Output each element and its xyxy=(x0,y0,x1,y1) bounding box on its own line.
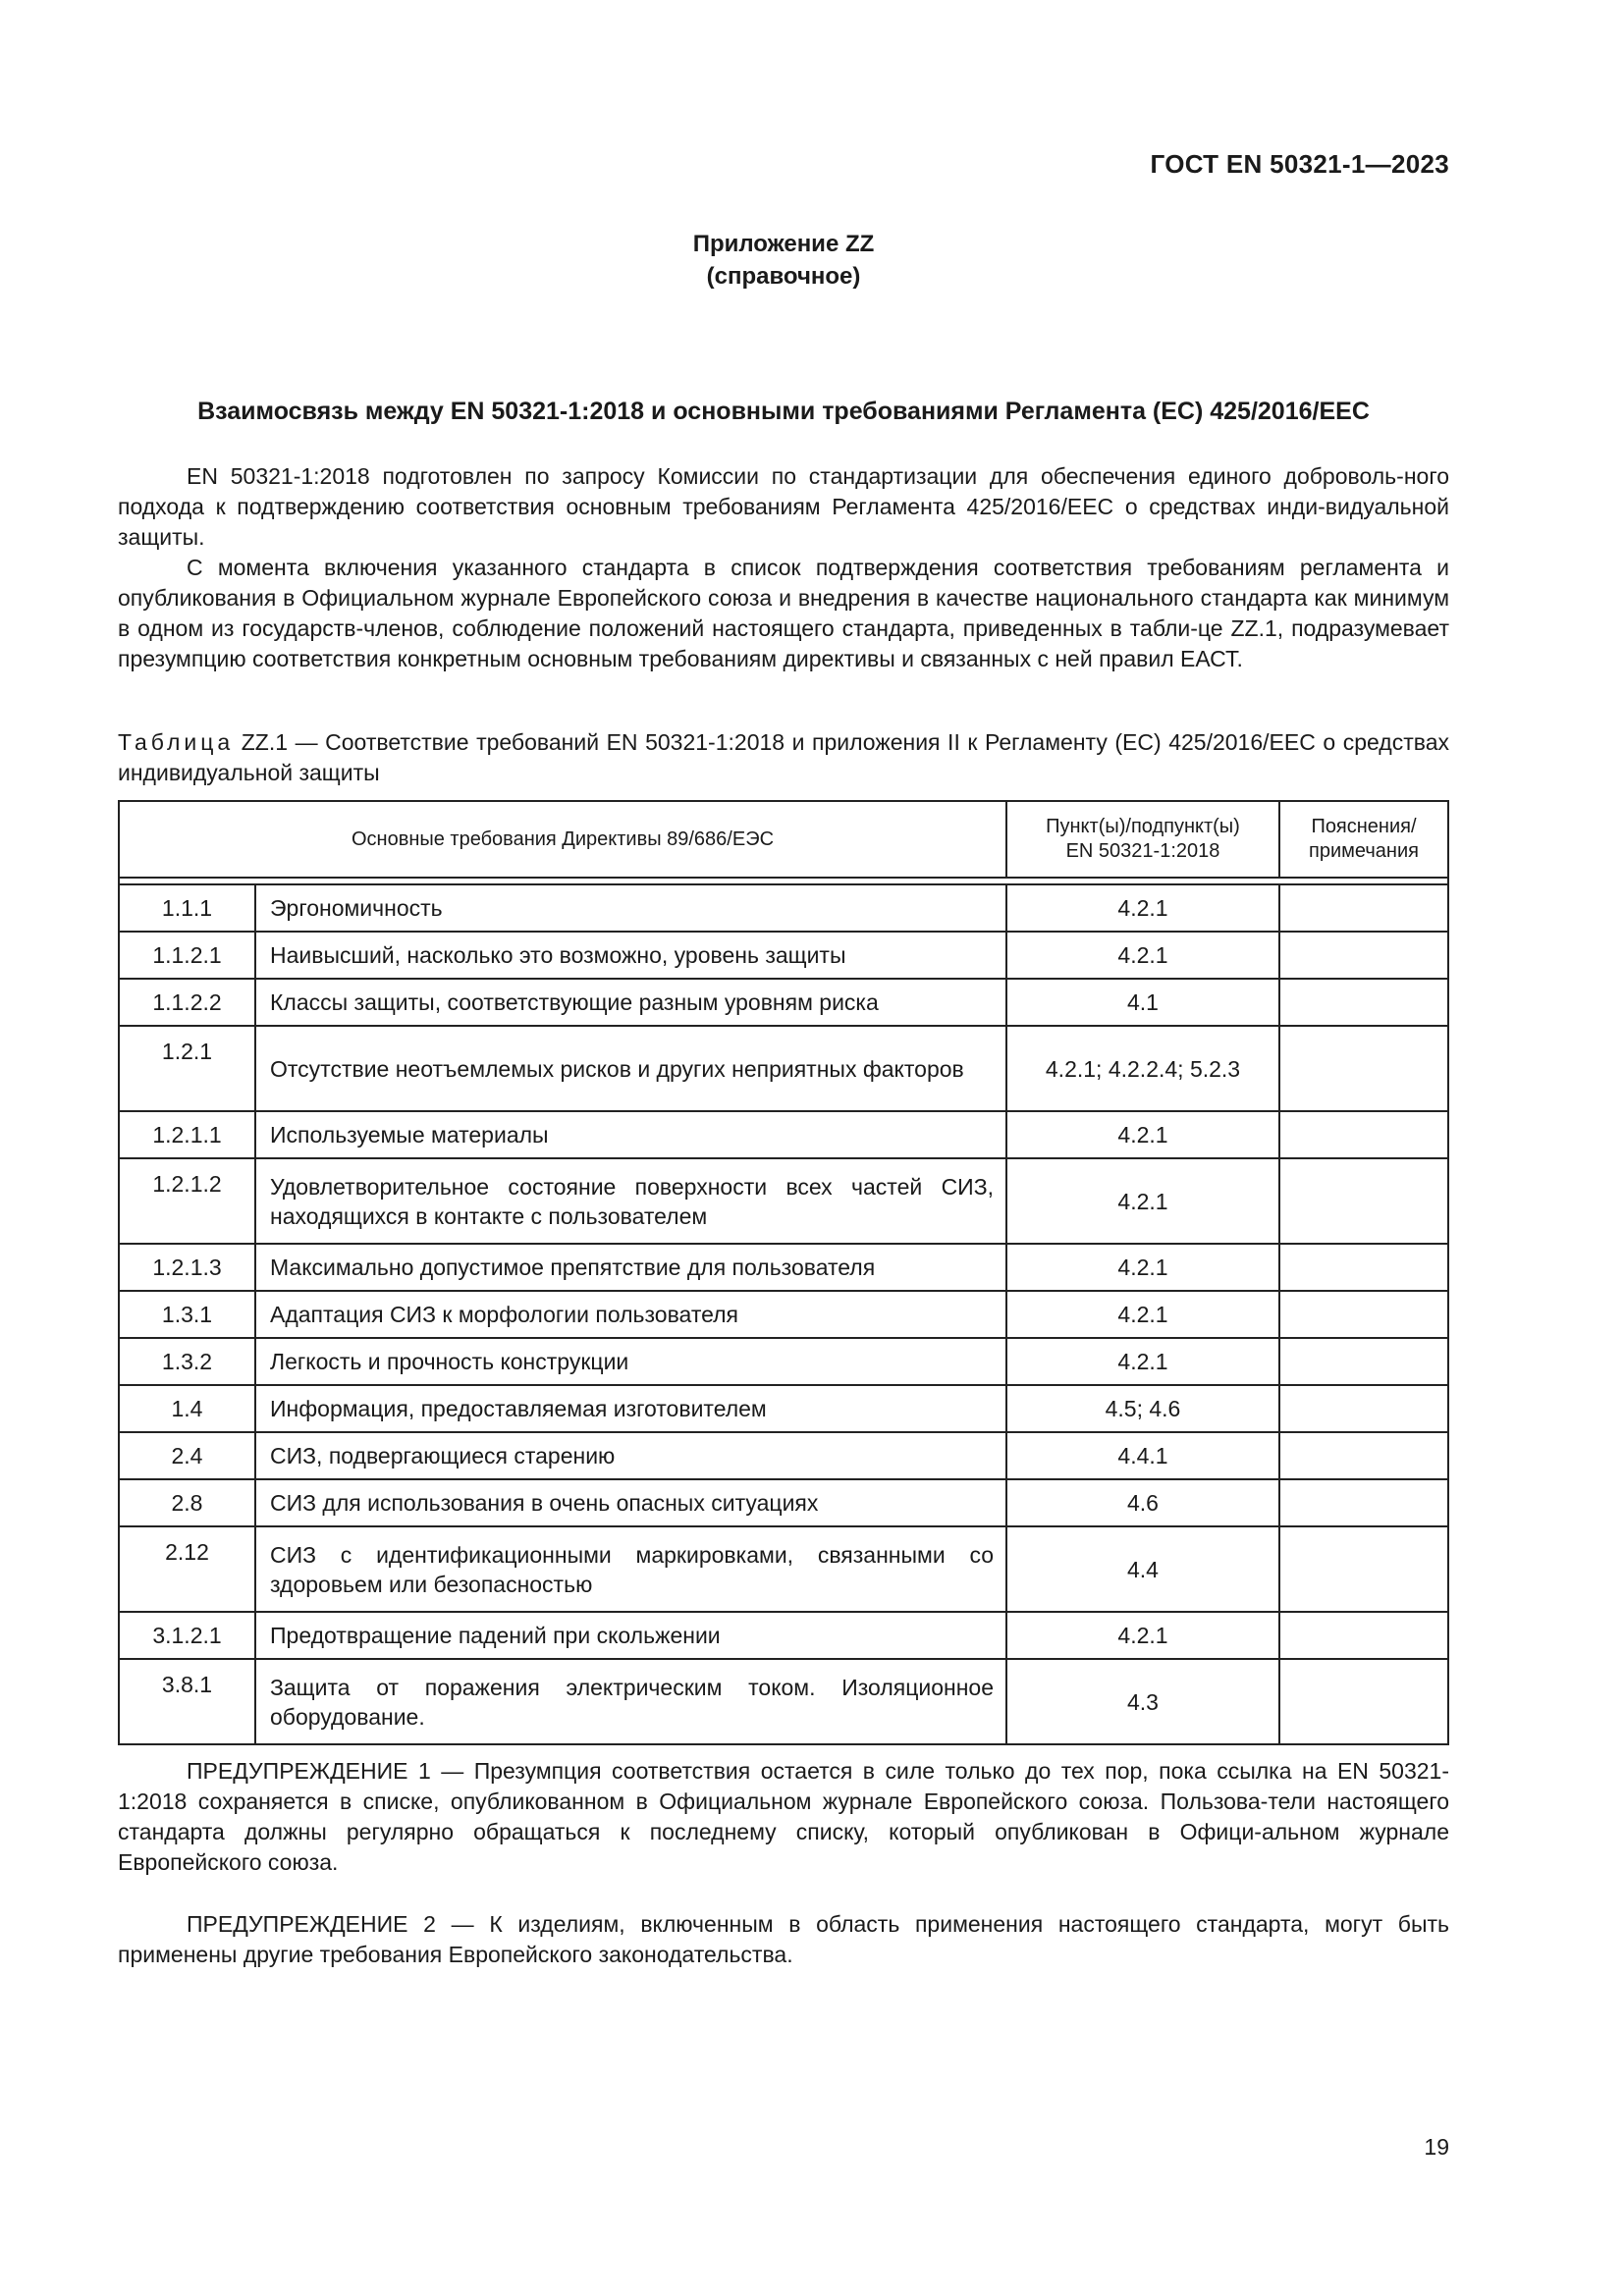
row-clause: 4.2.1 xyxy=(1006,884,1279,932)
row-note xyxy=(1279,1432,1448,1479)
row-clause: 4.2.1 xyxy=(1006,1244,1279,1291)
document-page xyxy=(118,0,1449,2296)
table-row xyxy=(119,1432,1448,1479)
warnings xyxy=(118,1756,1449,2002)
row-note xyxy=(1279,1026,1448,1111)
row-note xyxy=(1279,1338,1448,1385)
row-requirement: Отсутствие неотъемлемых рисков и других неприятных факторов xyxy=(255,1026,1006,1111)
row-requirement: Информация, предоставляемая изготовителем xyxy=(255,1385,1006,1432)
header-notes xyxy=(1279,801,1448,878)
row-number: 1.2.1.1 xyxy=(119,1111,255,1158)
row-note xyxy=(1279,884,1448,932)
table-row xyxy=(119,1291,1448,1338)
table-row xyxy=(119,1659,1448,1744)
row-number: 1.1.1 xyxy=(119,884,255,932)
table-row xyxy=(119,884,1448,932)
row-requirement: Используемые материалы xyxy=(255,1111,1006,1158)
intro-paragraph: С момента включения указанного стандарта в список подтверждения соответствия требованиям регламента и опубликования в Официальном журнале Европейского союза и внедрения в качестве национального стандарта как минимум в одном из государств-членов, соблюдение положений настоящего стандарта, приведенных в табли-це ZZ.1, подразумевает презумпцию соответствия конкретным основным требованиям директивы и связанных с ней правил ЕАСТ. xyxy=(118,555,1449,671)
row-note xyxy=(1279,1244,1448,1291)
row-clause: 4.2.1; 4.2.2.4; 5.2.3 xyxy=(1006,1026,1279,1111)
table-row xyxy=(119,1479,1448,1526)
row-note xyxy=(1279,1291,1448,1338)
row-clause: 4.5; 4.6 xyxy=(1006,1385,1279,1432)
row-clause: 4.2.1 xyxy=(1006,932,1279,979)
row-clause: 4.2.1 xyxy=(1006,1612,1279,1659)
table-row xyxy=(119,932,1448,979)
row-clause: 4.1 xyxy=(1006,979,1279,1026)
row-requirement: Максимально допустимое препятствие для пользователя xyxy=(255,1244,1006,1291)
table-header-row xyxy=(119,801,1448,878)
warning-paragraph: ПРЕДУПРЕЖДЕНИЕ 2 — К изделиям, включенным в область применения настоящего стандарта, могут быть применены другие требования Европейского законодательства. xyxy=(118,1911,1449,1967)
row-number: 1.1.2.2 xyxy=(119,979,255,1026)
table-caption xyxy=(118,727,1449,788)
intro-paragraph: EN 50321-1:2018 подготовлен по запросу Комиссии по стандартизации для обеспечения единого доброволь-ного подхода к подтверждению соответствия основным требованиям Регламента 425/2016/ЕЕС о средствах инди-видуальной защиты. xyxy=(118,463,1449,550)
row-requirement: Наивысший, насколько это возможно, уровень защиты xyxy=(255,932,1006,979)
table-caption-text: ZZ.1 — Соответствие требований EN 50321-1:2018 и приложения II к Регламенту (ЕС) 425/2016/ЕЕС о средствах индивидуальной защиты xyxy=(118,729,1449,785)
row-clause: 4.2.1 xyxy=(1006,1158,1279,1244)
row-number: 3.8.1 xyxy=(119,1659,255,1744)
row-number: 1.3.1 xyxy=(119,1291,255,1338)
row-note xyxy=(1279,1659,1448,1744)
row-requirement: Адаптация СИЗ к морфологии пользователя xyxy=(255,1291,1006,1338)
header-clauses xyxy=(1006,801,1279,878)
table-row xyxy=(119,1385,1448,1432)
table-row xyxy=(119,1612,1448,1659)
table-row xyxy=(119,1026,1448,1111)
header-notes-line2: примечания xyxy=(1309,840,1419,862)
row-number: 2.12 xyxy=(119,1526,255,1612)
table-row xyxy=(119,1244,1448,1291)
annex-title: Приложение ZZ xyxy=(692,231,875,257)
section-title: Взаимосвязь между EN 50321-1:2018 и основными требованиями Регламента (ЕС) 425/2016/ЕЕС xyxy=(197,398,1370,425)
row-requirement: СИЗ, подвергающиеся старению xyxy=(255,1432,1006,1479)
row-note xyxy=(1279,1111,1448,1158)
row-clause: 4.4 xyxy=(1006,1526,1279,1612)
table-row xyxy=(119,1158,1448,1244)
header-clauses-line2: EN 50321-1:2018 xyxy=(1065,840,1220,862)
document-code: ГОСТ EN 50321-1—2023 xyxy=(1150,149,1449,179)
row-clause: 4.6 xyxy=(1006,1479,1279,1526)
header-clauses-line1: Пункт(ы)/подпункт(ы) xyxy=(1046,816,1240,837)
row-number: 1.2.1.3 xyxy=(119,1244,255,1291)
table-caption-label: Таблица xyxy=(118,729,235,755)
row-requirement: СИЗ для использования в очень опасных ситуациях xyxy=(255,1479,1006,1526)
annex-subtitle: (справочное) xyxy=(706,263,861,290)
row-clause: 4.4.1 xyxy=(1006,1432,1279,1479)
row-note xyxy=(1279,1479,1448,1526)
row-note xyxy=(1279,979,1448,1026)
page-number: 19 xyxy=(1424,2134,1449,2160)
row-number: 2.4 xyxy=(119,1432,255,1479)
intro-text xyxy=(118,461,1449,674)
row-number: 1.2.1.2 xyxy=(119,1158,255,1244)
table-row xyxy=(119,1111,1448,1158)
row-clause: 4.2.1 xyxy=(1006,1291,1279,1338)
row-note xyxy=(1279,1612,1448,1659)
row-number: 2.8 xyxy=(119,1479,255,1526)
row-requirement: Классы защиты, соответствующие разным уровням риска xyxy=(255,979,1006,1026)
header-notes-line1: Пояснения/ xyxy=(1311,816,1417,837)
row-requirement: Удовлетворительное состояние поверхности всех частей СИЗ, находящихся в контакте с пользователем xyxy=(255,1158,1006,1244)
table-row xyxy=(119,1338,1448,1385)
table-row xyxy=(119,1526,1448,1612)
row-number: 1.3.2 xyxy=(119,1338,255,1385)
row-requirement: Защита от поражения электрическим током. Изоляционное оборудование. xyxy=(255,1659,1006,1744)
row-note xyxy=(1279,1526,1448,1612)
annex-heading xyxy=(118,228,1449,293)
row-requirement: Эргономичность xyxy=(255,884,1006,932)
row-number: 3.1.2.1 xyxy=(119,1612,255,1659)
row-clause: 4.2.1 xyxy=(1006,1111,1279,1158)
row-note xyxy=(1279,1158,1448,1244)
warning-paragraph: ПРЕДУПРЕЖДЕНИЕ 1 — Презумпция соответствия остается в силе только до тех пор, пока ссылка на EN 50321-1:2018 сохраняется в списке, опубликованном в Официальном журнале Европейского союза. Пользова-тели настоящего стандарта должны регулярно обращаться к последнему списку, который опубликован в Офици-альном журнале Европейского союза. xyxy=(118,1758,1449,1875)
row-clause: 4.3 xyxy=(1006,1659,1279,1744)
header-requirements: Основные требования Директивы 89/686/ЕЭС xyxy=(119,801,1006,878)
row-number: 1.1.2.1 xyxy=(119,932,255,979)
row-note xyxy=(1279,1385,1448,1432)
row-number: 1.4 xyxy=(119,1385,255,1432)
row-clause: 4.2.1 xyxy=(1006,1338,1279,1385)
row-note xyxy=(1279,932,1448,979)
row-requirement: СИЗ с идентификационными маркировками, связанными со здоровьем или безопасностью xyxy=(255,1526,1006,1612)
row-requirement: Предотвращение падений при скольжении xyxy=(255,1612,1006,1659)
row-number: 1.2.1 xyxy=(119,1026,255,1111)
table-row xyxy=(119,979,1448,1026)
requirements-table xyxy=(118,800,1449,1745)
row-requirement: Легкость и прочность конструкции xyxy=(255,1338,1006,1385)
